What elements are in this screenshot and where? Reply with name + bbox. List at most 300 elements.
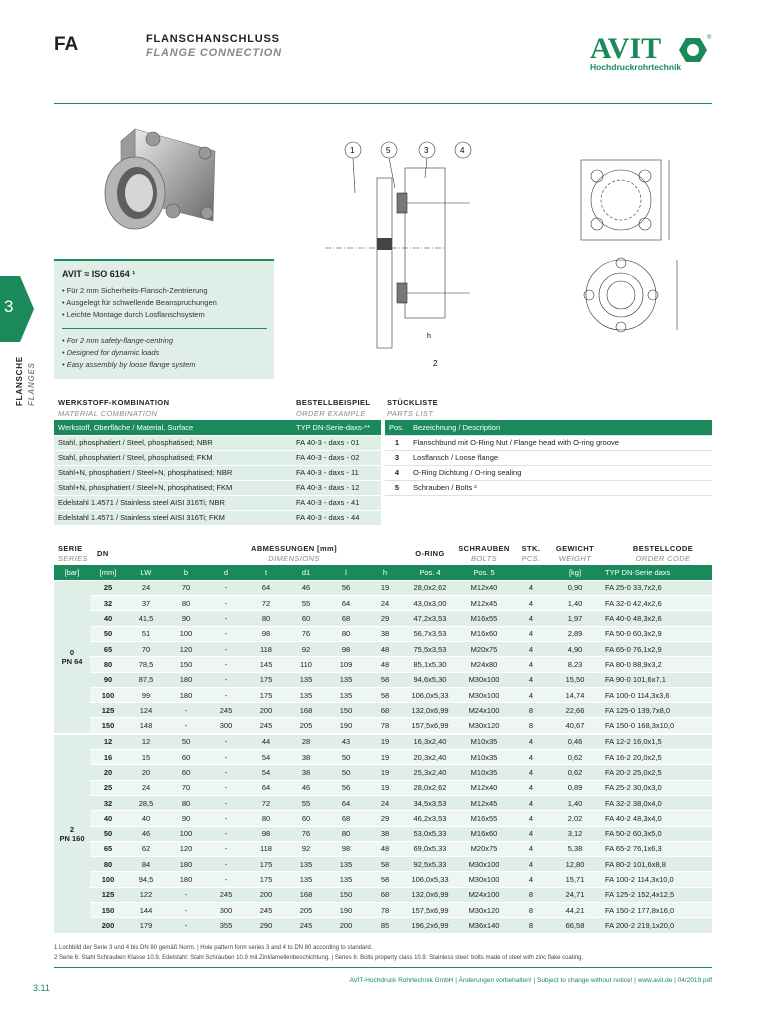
drawing-label: 1 — [350, 146, 355, 155]
dn-cell: 32 — [90, 596, 126, 611]
value-cell: M20x75 — [456, 841, 512, 856]
value-cell: 148 — [126, 718, 166, 733]
order-code-cell: FA 20-2 25,0x2,5 — [600, 765, 712, 780]
value-cell: 84 — [126, 857, 166, 872]
chapter-tab-arrow — [20, 276, 34, 342]
table-row — [54, 435, 381, 450]
value-cell: 8,23 — [550, 657, 600, 672]
value-cell: 205 — [286, 903, 326, 918]
order-code-cell: FA 32-0 42,4x2,6 — [600, 596, 712, 611]
value-cell: 8 — [512, 918, 550, 933]
chapter-label-en: FLANGES — [27, 362, 36, 406]
dn-cell: 32 — [90, 795, 126, 810]
subheader-cell: TYP DN-Serie daxs — [600, 565, 712, 580]
value-cell: 44 — [246, 734, 286, 749]
order-code-cell: FA 12-2 16,0x1,5 — [600, 734, 712, 749]
value-cell: - — [206, 750, 246, 765]
value-cell: 19 — [366, 734, 404, 749]
drawing-label: 5 — [386, 146, 391, 155]
subheader-cell — [512, 565, 550, 580]
table-row — [54, 750, 712, 765]
chapter-number: 3 — [4, 297, 14, 316]
value-cell: 50 — [326, 765, 366, 780]
value-cell: 8 — [512, 703, 550, 718]
value-cell: 75,5x3,53 — [404, 641, 456, 656]
order-code-cell: FA 65-0 76,1x2,9 — [600, 641, 712, 656]
value-cell: M16x60 — [456, 626, 512, 641]
value-cell: 24 — [366, 795, 404, 810]
value-cell: 15,50 — [550, 672, 600, 687]
value-cell: 4 — [512, 672, 550, 687]
value-cell: 20,3x2,40 — [404, 750, 456, 765]
table-row — [54, 657, 712, 672]
value-cell: 92 — [286, 641, 326, 656]
value-cell: M16x60 — [456, 826, 512, 841]
value-cell: 38 — [286, 750, 326, 765]
value-cell: - — [166, 718, 206, 733]
value-cell: 58 — [366, 857, 404, 872]
value-cell: 4 — [512, 780, 550, 795]
dn-cell: 65 — [90, 641, 126, 656]
value-cell: M24x80 — [456, 657, 512, 672]
material-cell: Stahl, phosphatiert / Steel, phosphatised; NBR — [54, 435, 292, 450]
value-cell: 92 — [286, 841, 326, 856]
dn-cell: 125 — [90, 887, 126, 902]
value-cell: 53,0x5,33 — [404, 826, 456, 841]
value-cell: 19 — [366, 780, 404, 795]
footer-text: AVIT-Hochdruck Rohrtechnik GmbH | Änderungen vorbehalten! | Subject to change without notice! | www.avit.de | 04/2019.pdf — [349, 977, 712, 984]
value-cell: - — [166, 703, 206, 718]
dn-cell: 100 — [90, 872, 126, 887]
value-cell: 245 — [246, 718, 286, 733]
value-cell: 24 — [126, 580, 166, 595]
value-cell: 4 — [512, 857, 550, 872]
value-cell: M36x140 — [456, 918, 512, 933]
dn-cell: 150 — [90, 718, 126, 733]
value-cell: 135 — [286, 872, 326, 887]
value-cell: 58 — [366, 672, 404, 687]
value-cell: 54 — [246, 750, 286, 765]
dn-cell: 25 — [90, 580, 126, 595]
value-cell: 92,5x5,33 — [404, 857, 456, 872]
page-title-en: FLANGE CONNECTION — [146, 47, 282, 59]
value-cell: 135 — [286, 857, 326, 872]
value-cell: 245 — [206, 703, 246, 718]
value-cell: 12,80 — [550, 857, 600, 872]
value-cell: 37 — [126, 596, 166, 611]
value-cell: 5,38 — [550, 841, 600, 856]
value-cell: 43 — [326, 734, 366, 749]
value-cell: - — [206, 826, 246, 841]
value-cell: 355 — [206, 918, 246, 933]
series-cell — [54, 580, 90, 733]
value-cell: 64 — [246, 580, 286, 595]
value-cell: 245 — [246, 903, 286, 918]
value-cell: 100 — [166, 826, 206, 841]
value-cell: 4 — [512, 641, 550, 656]
table-row — [54, 641, 712, 656]
value-cell: 4 — [512, 872, 550, 887]
value-cell: 28 — [286, 734, 326, 749]
value-cell: 124 — [126, 703, 166, 718]
value-cell: 106,0x5,33 — [404, 687, 456, 702]
value-cell: 4,90 — [550, 641, 600, 656]
table-row — [54, 626, 712, 641]
order-cell: FA 40-3 - daxs - 11 — [292, 465, 381, 480]
value-cell: 98 — [326, 841, 366, 856]
value-cell: 48 — [366, 657, 404, 672]
value-cell: 76 — [286, 626, 326, 641]
material-cell: Stahl+N, phosphatiert / Steel+N, phosphatised; NBR — [54, 465, 292, 480]
value-cell: 4 — [512, 657, 550, 672]
value-cell: 200 — [246, 703, 286, 718]
table-row — [54, 718, 712, 733]
dn-cell: 100 — [90, 687, 126, 702]
value-cell: M30x100 — [456, 857, 512, 872]
dn-cell: 50 — [90, 826, 126, 841]
value-cell: 47,2x3,53 — [404, 611, 456, 626]
value-cell: 120 — [166, 641, 206, 656]
value-cell: 62 — [126, 841, 166, 856]
dn-cell: 80 — [90, 857, 126, 872]
feature-item: • Für 2 mm Sicherheits-Flansch-Zentrierung — [62, 286, 208, 295]
value-cell: 60 — [166, 750, 206, 765]
chapter-label — [8, 350, 52, 410]
order-heading-en: ORDER EXAMPLE — [296, 409, 366, 418]
value-cell: 29 — [366, 811, 404, 826]
subheader-cell: LW — [126, 565, 166, 580]
value-cell: - — [206, 596, 246, 611]
material-cell: Edelstahl 1.4571 / Stainless steel AISI 316Ti; FKM — [54, 510, 292, 525]
value-cell: 34,5x3,53 — [404, 795, 456, 810]
value-cell: - — [206, 657, 246, 672]
header-dn: DN — [97, 549, 109, 558]
value-cell: 180 — [166, 857, 206, 872]
material-cell: Stahl+N, phosphatiert / Steel+N, phosphatised; FKM — [54, 480, 292, 495]
value-cell: 4 — [512, 626, 550, 641]
avit-logo — [588, 30, 714, 74]
value-cell: M24x100 — [456, 887, 512, 902]
table-row — [54, 872, 712, 887]
value-cell: 94,5 — [126, 872, 166, 887]
value-cell: M10x35 — [456, 734, 512, 749]
header-pcs-en: PCS. — [521, 554, 541, 563]
value-cell: 70 — [166, 580, 206, 595]
value-cell: 168 — [286, 703, 326, 718]
table-row — [54, 918, 712, 933]
value-cell: 58 — [366, 687, 404, 702]
value-cell: 94,6x5,30 — [404, 672, 456, 687]
order-code-cell: FA 100-0 114,3x3,6 — [600, 687, 712, 702]
value-cell: 72 — [246, 596, 286, 611]
header-divider — [54, 103, 712, 104]
value-cell: 8 — [512, 903, 550, 918]
value-cell: 1,40 — [550, 795, 600, 810]
dn-cell: 90 — [90, 672, 126, 687]
value-cell: 50 — [326, 750, 366, 765]
value-cell: 56 — [326, 580, 366, 595]
table-row — [54, 734, 712, 749]
value-cell: 20 — [126, 765, 166, 780]
value-cell: 80 — [326, 626, 366, 641]
value-cell: 51 — [126, 626, 166, 641]
value-cell: 28,0x2,62 — [404, 580, 456, 595]
info-title: AVIT ≈ ISO 6164 ¹ — [62, 269, 136, 279]
value-cell: 4 — [512, 826, 550, 841]
table-row — [54, 495, 381, 510]
value-cell: 24,71 — [550, 887, 600, 902]
value-cell: 4 — [512, 795, 550, 810]
pos-cell: 1 — [385, 435, 409, 450]
value-cell: 38 — [366, 626, 404, 641]
value-cell: 132,0x6,99 — [404, 887, 456, 902]
materials-heading-en: MATERIAL COMBINATION — [58, 409, 158, 418]
value-cell: 28,5 — [126, 795, 166, 810]
value-cell: 190 — [326, 903, 366, 918]
value-cell: 70 — [126, 641, 166, 656]
series-label: 2 — [69, 824, 75, 834]
dn-cell: 16 — [90, 750, 126, 765]
value-cell: 25,3x2,40 — [404, 765, 456, 780]
value-cell: 72 — [246, 795, 286, 810]
info-box — [54, 259, 274, 379]
value-cell: M30x120 — [456, 718, 512, 733]
order-code-cell: FA 40-0 48,3x2,6 — [600, 611, 712, 626]
order-code-cell: FA 40-2 48,3x4,0 — [600, 811, 712, 826]
value-cell: - — [206, 857, 246, 872]
value-cell: M16x55 — [456, 811, 512, 826]
subheader-cell: [bar] — [54, 565, 90, 580]
value-cell: 66,58 — [550, 918, 600, 933]
order-code-cell: FA 125-0 139,7x8,0 — [600, 703, 712, 718]
value-cell: 135 — [326, 872, 366, 887]
table-row — [54, 841, 712, 856]
table-header-cell: Pos. — [385, 420, 409, 435]
value-cell: 122 — [126, 887, 166, 902]
value-cell: 175 — [246, 687, 286, 702]
value-cell: 4 — [512, 596, 550, 611]
pos-cell: 4 — [385, 465, 409, 480]
svg-text:®: ® — [707, 35, 712, 41]
order-code-cell: FA 32-2 38,0x4,0 — [600, 795, 712, 810]
value-cell: 80 — [246, 811, 286, 826]
value-cell: 196,2x6,99 — [404, 918, 456, 933]
table-row — [54, 887, 712, 902]
value-cell: M10x35 — [456, 765, 512, 780]
description-cell: O-Ring Dichtung / O-ring sealing — [409, 465, 712, 480]
value-cell: 179 — [126, 918, 166, 933]
value-cell: 135 — [286, 672, 326, 687]
value-cell: 55 — [286, 596, 326, 611]
value-cell: 28,0x2,62 — [404, 780, 456, 795]
order-code-cell: FA 90-0 101,6x7,1 — [600, 672, 712, 687]
table-row — [54, 596, 712, 611]
value-cell: 2,02 — [550, 811, 600, 826]
value-cell: - — [166, 887, 206, 902]
value-cell: 135 — [326, 672, 366, 687]
value-cell: 38 — [286, 765, 326, 780]
value-cell: 69,0x5,33 — [404, 841, 456, 856]
dn-cell: 65 — [90, 841, 126, 856]
material-cell: Edelstahl 1.4571 / Stainless steel AISI 316Ti; NBR — [54, 495, 292, 510]
value-cell: - — [206, 734, 246, 749]
value-cell: 46 — [286, 580, 326, 595]
logo-subtitle: Hochdruckrohrtechnik — [590, 62, 682, 72]
header-pcs: STK. — [521, 544, 541, 553]
value-cell: - — [166, 918, 206, 933]
value-cell: 109 — [326, 657, 366, 672]
header-ordercode-en: ORDER CODE — [635, 554, 691, 563]
value-cell: 150 — [326, 703, 366, 718]
subheader-cell: h — [366, 565, 404, 580]
value-cell: M10x35 — [456, 750, 512, 765]
feature-item: • Easy assembly by loose flange system — [62, 360, 196, 369]
series-pn: PN 160 — [59, 833, 85, 843]
value-cell: 46 — [286, 780, 326, 795]
value-cell: 180 — [166, 872, 206, 887]
value-cell: 175 — [246, 872, 286, 887]
subheader-cell: l — [326, 565, 366, 580]
table-row — [54, 703, 712, 718]
value-cell: 150 — [166, 657, 206, 672]
value-cell: M12x40 — [456, 580, 512, 595]
series-cell — [54, 734, 90, 933]
table-header-cell: Bezeichnung / Description — [409, 420, 712, 435]
feature-item: • Leichte Montage durch Losflanschsystem — [62, 310, 205, 319]
value-cell: 40 — [126, 811, 166, 826]
value-cell: 46,2x3,53 — [404, 811, 456, 826]
value-cell: 68 — [326, 611, 366, 626]
dn-cell: 25 — [90, 780, 126, 795]
value-cell: 0,90 — [550, 580, 600, 595]
value-cell: 98 — [246, 626, 286, 641]
table-row — [54, 580, 712, 595]
header-series: SERIES — [58, 554, 88, 563]
parts-table — [385, 420, 712, 496]
value-cell: 29 — [366, 611, 404, 626]
dn-cell: 200 — [90, 918, 126, 933]
front-view-drawing — [573, 155, 683, 335]
table-row — [54, 611, 712, 626]
order-code-cell: FA 150-2 177,8x16,0 — [600, 903, 712, 918]
subheader-cell: Pos. 5 — [456, 565, 512, 580]
value-cell: 56 — [326, 780, 366, 795]
table-row — [54, 510, 381, 525]
value-cell: 300 — [206, 718, 246, 733]
info-divider — [62, 328, 267, 329]
header-ordercode: BESTELLCODE — [632, 544, 694, 553]
value-cell: 70 — [166, 780, 206, 795]
feature-item: • Ausgelegt für schwellende Beanspruchungen — [62, 298, 217, 307]
value-cell: 55 — [286, 795, 326, 810]
value-cell: 4 — [512, 687, 550, 702]
table-row — [54, 903, 712, 918]
table-row — [385, 450, 712, 465]
table-row — [54, 687, 712, 702]
value-cell: 44,21 — [550, 903, 600, 918]
materials-heading: WERKSTOFF-KOMBINATION — [58, 398, 170, 407]
product-code: FA — [54, 34, 79, 55]
dn-cell: 40 — [90, 811, 126, 826]
value-cell: 205 — [286, 718, 326, 733]
dn-cell: 125 — [90, 703, 126, 718]
subheader-cell: [kg] — [550, 565, 600, 580]
value-cell: 190 — [326, 718, 366, 733]
value-cell: 60 — [286, 811, 326, 826]
value-cell: 46 — [126, 826, 166, 841]
dimensions-table — [54, 565, 712, 934]
table-row — [54, 780, 712, 795]
footnote: 1 Lochbild der Serie 3 und 4 bis DN 80 gemäß Norm. | Hole pattern form series 3 and 4 to DN 80 according to standard. — [54, 945, 373, 951]
dn-cell: 20 — [90, 765, 126, 780]
value-cell: 24 — [126, 780, 166, 795]
table-row — [54, 480, 381, 495]
order-code-cell: FA 65-2 76,1x6,3 — [600, 841, 712, 856]
logo-text: AVIT — [590, 32, 662, 65]
pos-cell: 3 — [385, 450, 409, 465]
value-cell: 180 — [166, 672, 206, 687]
value-cell: 100 — [166, 626, 206, 641]
value-cell: 118 — [246, 841, 286, 856]
value-cell: 0,62 — [550, 765, 600, 780]
header-dimensions: ABMESSUNGEN [mm] — [251, 544, 337, 553]
value-cell: 200 — [326, 918, 366, 933]
value-cell: - — [206, 580, 246, 595]
flange-photo — [95, 121, 225, 241]
order-code-cell: FA 100-2 114,3x10,0 — [600, 872, 712, 887]
dn-cell: 150 — [90, 903, 126, 918]
description-cell: Flanschbund mit O-Ring Nut / Flange head with O-ring groove — [409, 435, 712, 450]
value-cell: 40,67 — [550, 718, 600, 733]
value-cell: 1,97 — [550, 611, 600, 626]
value-cell: 64 — [246, 780, 286, 795]
value-cell: 58 — [366, 872, 404, 887]
value-cell: 48 — [366, 841, 404, 856]
value-cell: 19 — [366, 750, 404, 765]
feature-list-en — [62, 335, 196, 371]
value-cell: 60 — [166, 765, 206, 780]
material-cell: Stahl, phosphatiert / Steel, phosphatised; FKM — [54, 450, 292, 465]
value-cell: 64 — [326, 795, 366, 810]
value-cell: 8 — [512, 718, 550, 733]
value-cell: 78 — [366, 903, 404, 918]
pos-cell: 5 — [385, 480, 409, 495]
drawing-label: 2 — [433, 359, 438, 368]
value-cell: 145 — [246, 657, 286, 672]
subheader-cell: b — [166, 565, 206, 580]
value-cell: 4 — [512, 811, 550, 826]
drawing-label: h — [427, 333, 431, 340]
value-cell: 38 — [366, 826, 404, 841]
order-code-cell: FA 80-0 88,9x3,2 — [600, 657, 712, 672]
value-cell: - — [206, 811, 246, 826]
subheader-cell: d — [206, 565, 246, 580]
subheader-cell: Pos. 4 — [404, 565, 456, 580]
value-cell: 54 — [246, 765, 286, 780]
value-cell: 80 — [326, 826, 366, 841]
value-cell: 0,46 — [550, 734, 600, 749]
value-cell: 78 — [366, 718, 404, 733]
table-row — [385, 480, 712, 495]
dn-cell: 12 — [90, 734, 126, 749]
order-cell: FA 40-3 - daxs - 12 — [292, 480, 381, 495]
value-cell: 87,5 — [126, 672, 166, 687]
value-cell: M30x100 — [456, 872, 512, 887]
order-code-cell: FA 200-2 219,1x20,0 — [600, 918, 712, 933]
value-cell: M30x100 — [456, 687, 512, 702]
value-cell: 50 — [166, 734, 206, 749]
value-cell: 90 — [166, 811, 206, 826]
